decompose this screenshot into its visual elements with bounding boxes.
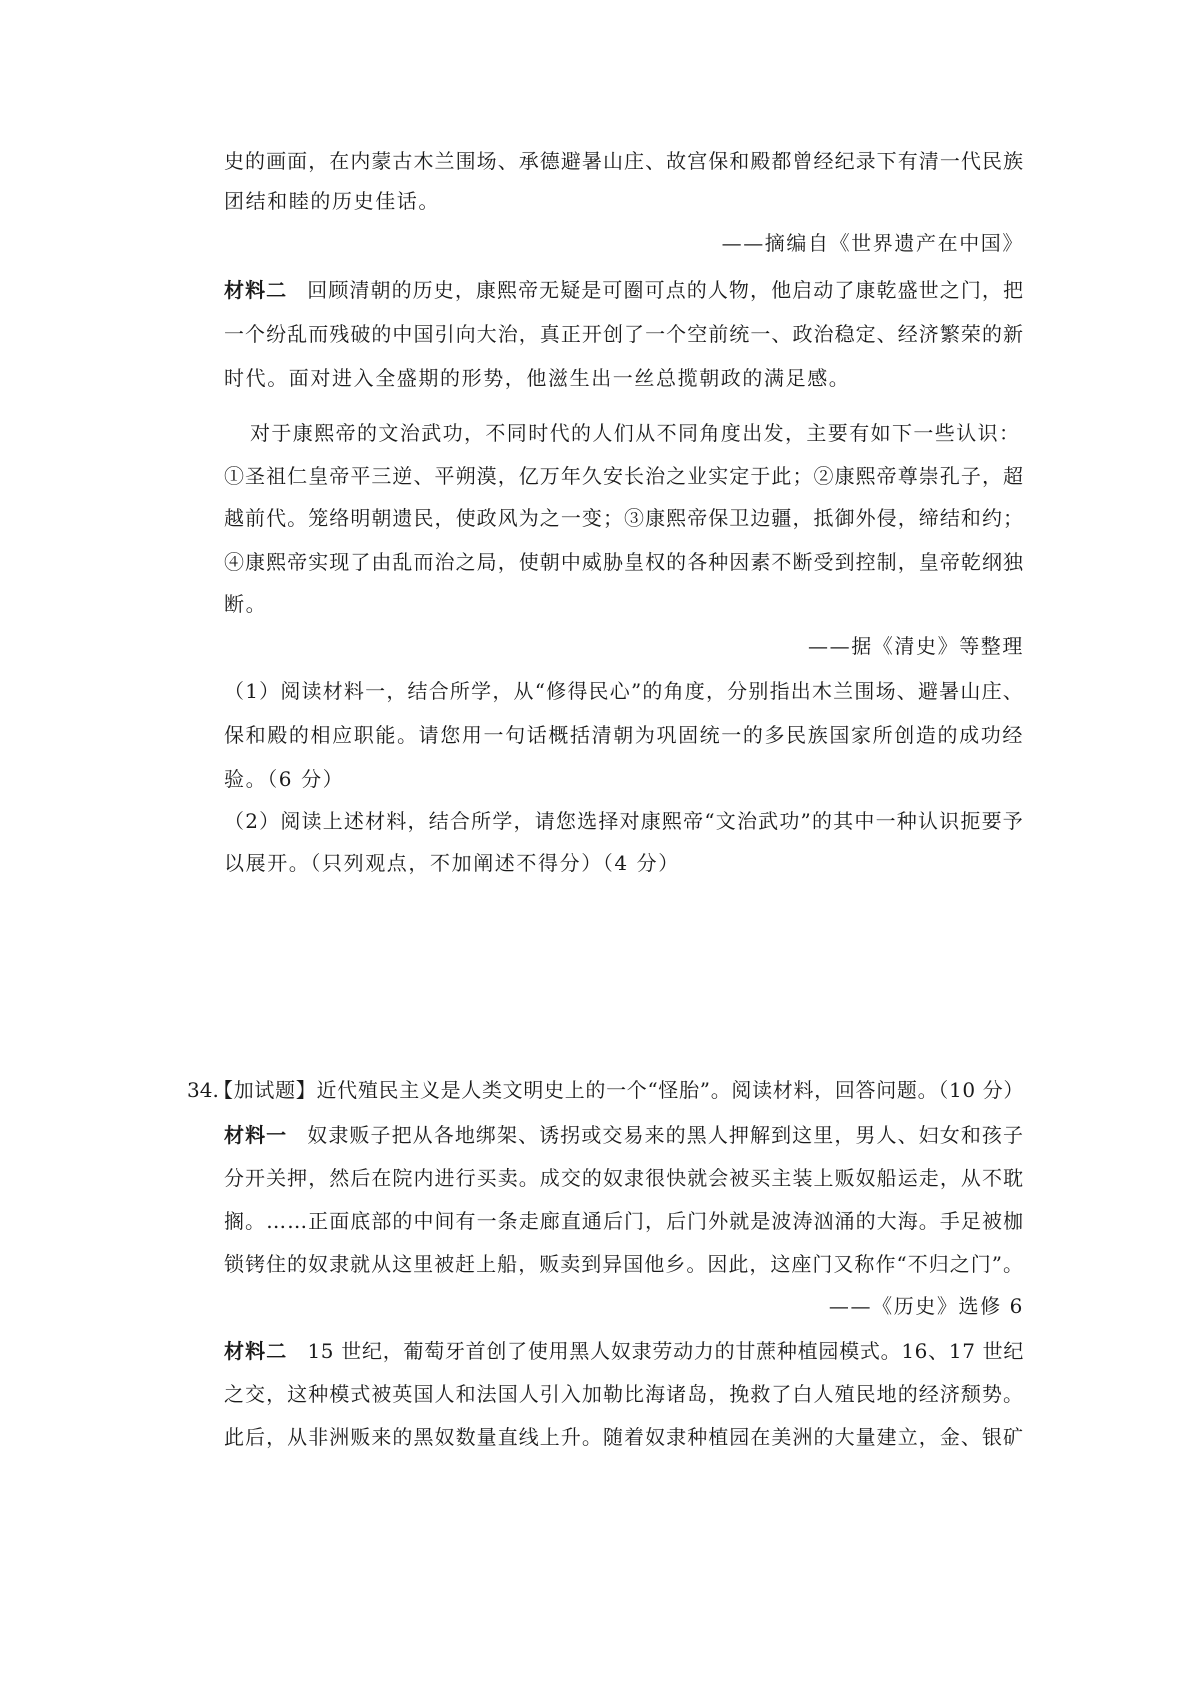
s33-material1-source: ——摘编自《世界遗产在中国》 — [721, 231, 1024, 255]
s34-material1-source: ——《历史》选修 6 — [828, 1294, 1024, 1318]
s33-material2-para2-line-3: 越前代。笼络明朝遗民，使政风为之一变；③康熙帝保卫边疆，抵御外侵，缔结和约； — [224, 506, 1024, 530]
s34-material2-label: 材料二 — [224, 1339, 288, 1363]
s33-question2-line-2: 以展开。（只列观点，不加阐述不得分）（4 分） — [224, 851, 680, 875]
s34-material1-line-4: 锁铐住的奴隶就从这里被赶上船，贩卖到异国他乡。因此，这座门又称作“不归之门”。 — [224, 1252, 1024, 1276]
s33-material2-line-1 — [224, 276, 1024, 304]
s33-material2-source: ——据《清史》等整理 — [808, 634, 1024, 658]
s33-material2-para2-line-5: 断。 — [224, 592, 268, 616]
s34-material1-line-1 — [224, 1121, 1024, 1149]
s34-material2-line-1 — [224, 1337, 1024, 1365]
s33-question1-line-1: （1）阅读材料一，结合所学，从“修得民心”的角度，分别指出木兰围场、避暑山庄、 — [224, 679, 1024, 703]
s33-material2-label: 材料二 — [224, 278, 288, 302]
s34-material2-text-1: 15 世纪，葡萄牙首创了使用黑人奴隶劳动力的甘蔗种植园模式。16、17 世纪 — [307, 1339, 1025, 1363]
s33-question2-line-1: （2）阅读上述材料，结合所学，请您选择对康熙帝“文治武功”的其中一种认识扼要予 — [224, 809, 1024, 833]
s33-material2-text-1: 回顾清朝的历史，康熙帝无疑是可圈可点的人物，他启动了康乾盛世之门，把 — [307, 278, 1024, 302]
s34-material2-line-2: 之交，这种模式被英国人和法国人引入加勒比海诸岛，挽救了白人殖民地的经济颓势。 — [224, 1382, 1024, 1406]
s33-material2-line-3: 时代。面对进入全盛期的形势，他滋生出一丝总揽朝政的满足感。 — [224, 366, 851, 390]
s34-material2-line-3: 此后，从非洲贩来的黑奴数量直线上升。随着奴隶种植园在美洲的大量建立，金、银矿 — [224, 1425, 1024, 1449]
s33-material2-line-2: 一个纷乱而残破的中国引向大治，真正开创了一个空前统一、政治稳定、经济繁荣的新 — [224, 322, 1024, 346]
s34-material1-label: 材料一 — [224, 1123, 288, 1147]
q34-number: 34. — [187, 1078, 219, 1102]
s33-material1-line-2: 团结和睦的历史佳话。 — [224, 189, 440, 213]
s33-material2-para2-line-2: ①圣祖仁皇帝平三逆、平朔漠，亿万年久安长治之业实定于此；②康熙帝尊崇孔子，超 — [224, 464, 1024, 488]
s34-material1-line-3: 搁。……正面底部的中间有一条走廊直通后门，后门外就是波涛汹涌的大海。手足被枷 — [224, 1209, 1024, 1233]
s34-material1-line-2: 分开关押，然后在院内进行买卖。成交的奴隶很快就会被买主装上贩奴船运走，从不耽 — [224, 1166, 1024, 1190]
s33-question1-line-3: 验。（6 分） — [224, 767, 345, 791]
s34-material1-text-1: 奴隶贩子把从各地绑架、诱拐或交易来的黑人押解到这里，男人、妇女和孩子 — [307, 1123, 1024, 1147]
s33-material1-line-1: 史的画面，在内蒙古木兰围场、承德避暑山庄、故宫保和殿都曾经纪录下有清一代民族 — [224, 149, 1024, 173]
q34-header: 【加试题】近代殖民主义是人类文明史上的一个“怪胎”。阅读材料，回答问题。（10 分） — [213, 1078, 1024, 1102]
s33-material2-para2-line-1: 对于康熙帝的文治武功，不同时代的人们从不同角度出发，主要有如下一些认识： — [250, 421, 1021, 445]
s33-question1-line-2: 保和殿的相应职能。请您用一句话概括清朝为巩固统一的多民族国家所创造的成功经 — [224, 723, 1024, 747]
s33-material2-para2-line-4: ④康熙帝实现了由乱而治之局，使朝中威胁皇权的各种因素不断受到控制，皇帝乾纲独 — [224, 550, 1024, 574]
